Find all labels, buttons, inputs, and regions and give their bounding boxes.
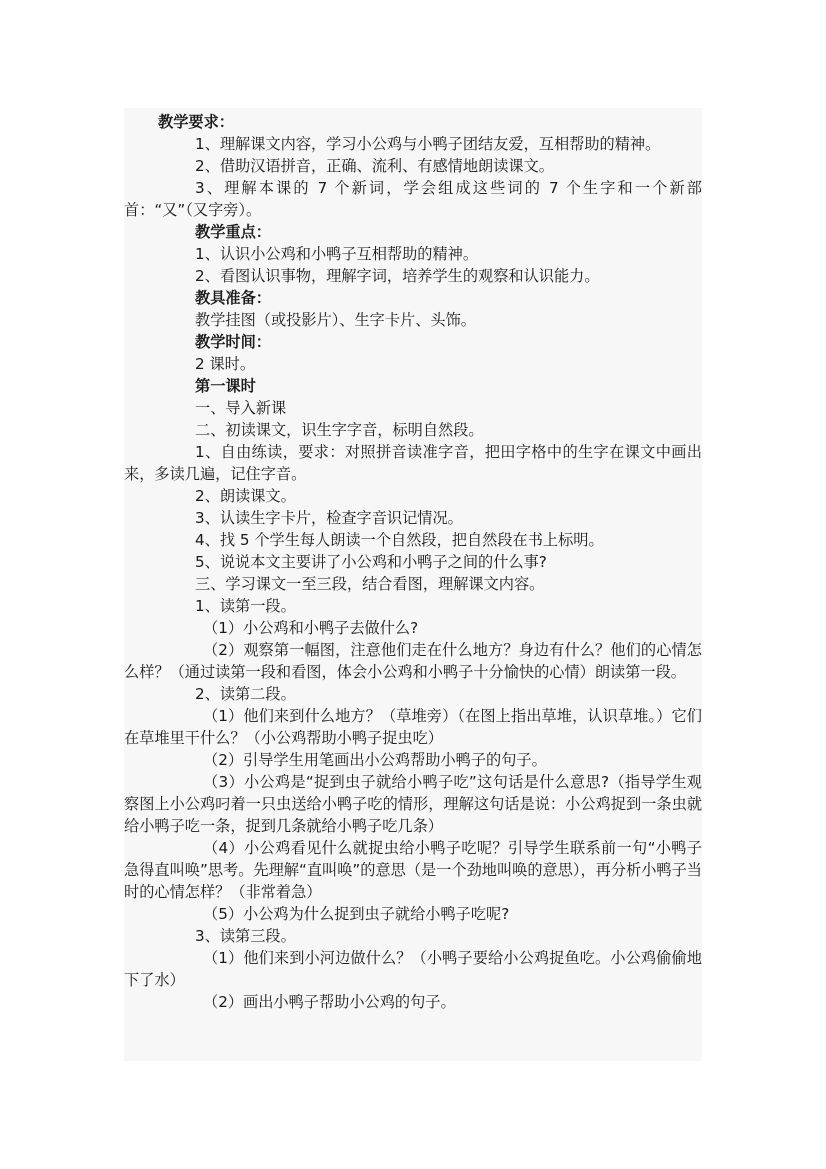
paragraph: 3、理解本课的 7 个新词，学会组成这些词的 7 个生字和一个新部首：“又”（又字旁）。 <box>124 179 702 219</box>
paragraph: 2、读第二段。 <box>195 685 296 703</box>
paragraph: 2 课时。 <box>195 355 256 373</box>
paragraph: 1、读第一段。 <box>195 597 296 615</box>
paragraph: （1）他们来到小河边做什么？（小鸭子要给小公鸡捉鱼吃。小公鸡偷偷地下了水） <box>124 949 702 989</box>
paragraph: 三、学习课文一至三段，结合看图，理解课文内容。 <box>195 575 545 593</box>
paragraph: （2）引导学生用笔画出小公鸡帮助小鸭子的句子。 <box>203 751 547 769</box>
paragraph: 1、自由练读，要求：对照拼音读准字音，把田字格中的生字在课文中画出来，多读几遍，记住字音。 <box>124 443 702 483</box>
paragraph: （5）小公鸡为什么捉到虫子就给小鸭子吃呢? <box>203 905 510 923</box>
paragraph: 4、找 5 个学生每人朗读一个自然段，把自然段在书上标明。 <box>195 531 604 549</box>
paragraph: 5、说说本文主要讲了小公鸡和小鸭子之间的什么事? <box>195 553 547 571</box>
heading-first-lesson: 第一课时 <box>195 377 256 395</box>
paragraph: （2）观察第一幅图，注意他们走在什么地方？身边有什么？他们的心情怎么样？（通过读第一段和看图，体会小公鸡和小鸭子十分愉快的心情）朗读第一段。 <box>124 641 702 681</box>
heading-materials: 教具准备： <box>195 289 271 307</box>
heading-key-points: 教学重点： <box>195 223 271 241</box>
paragraph: （3）小公鸡是“捉到虫子就给小鸭子吃”这句话是什么意思?（指导学生观察图上小公鸡叼着一只虫送给小鸭子吃的情形，理解这句话是说：小公鸡捉到一条虫就给小鸭子吃一条，捉到几条就给小鸭子吃几条） <box>124 773 702 835</box>
document-body <box>124 108 702 1061</box>
paragraph: （1）小公鸡和小鸭子去做什么? <box>203 619 419 637</box>
paragraph: 一、导入新课 <box>195 399 287 417</box>
paragraph: 2、借助汉语拼音，正确、流利、有感情地朗读课文。 <box>195 157 554 175</box>
paragraph: 1、认识小公鸡和小鸭子互相帮助的精神。 <box>195 245 479 263</box>
paragraph: （2）画出小鸭子帮助小公鸡的句子。 <box>203 993 456 1011</box>
paragraph: （4）小公鸡看见什么就捉虫给小鸭子吃呢？引导学生联系前一句“小鸭子急得直叫唤”思考。先理解“直叫唤”的意思（是一个劲地叫唤的意思），再分析小鸭子当时的心情怎样？（非常着急） <box>124 839 702 901</box>
paragraph: 教学挂图（或投影片）、生字卡片、头饰。 <box>195 311 476 329</box>
paragraph: 1、理解课文内容，学习小公鸡与小鸭子团结友爱，互相帮助的精神。 <box>195 135 661 153</box>
paragraph: 3、读第三段。 <box>195 927 296 945</box>
paragraph: （1）他们来到什么地方？（草堆旁）（在图上指出草堆，认识草堆。）它们在草堆里干什么？（小公鸡帮助小鸭子捉虫吃） <box>124 707 702 747</box>
heading-time: 教学时间： <box>195 333 271 351</box>
paragraph: 2、看图认识事物，理解字词，培养学生的观察和认识能力。 <box>195 267 600 285</box>
paragraph: 二、初读课文，识生字字音，标明自然段。 <box>195 421 484 439</box>
paragraph: 2、朗读课文。 <box>195 487 296 505</box>
paragraph: 3、认读生字卡片，检查字音识记情况。 <box>195 509 463 527</box>
heading-requirements: 教学要求： <box>158 113 234 131</box>
